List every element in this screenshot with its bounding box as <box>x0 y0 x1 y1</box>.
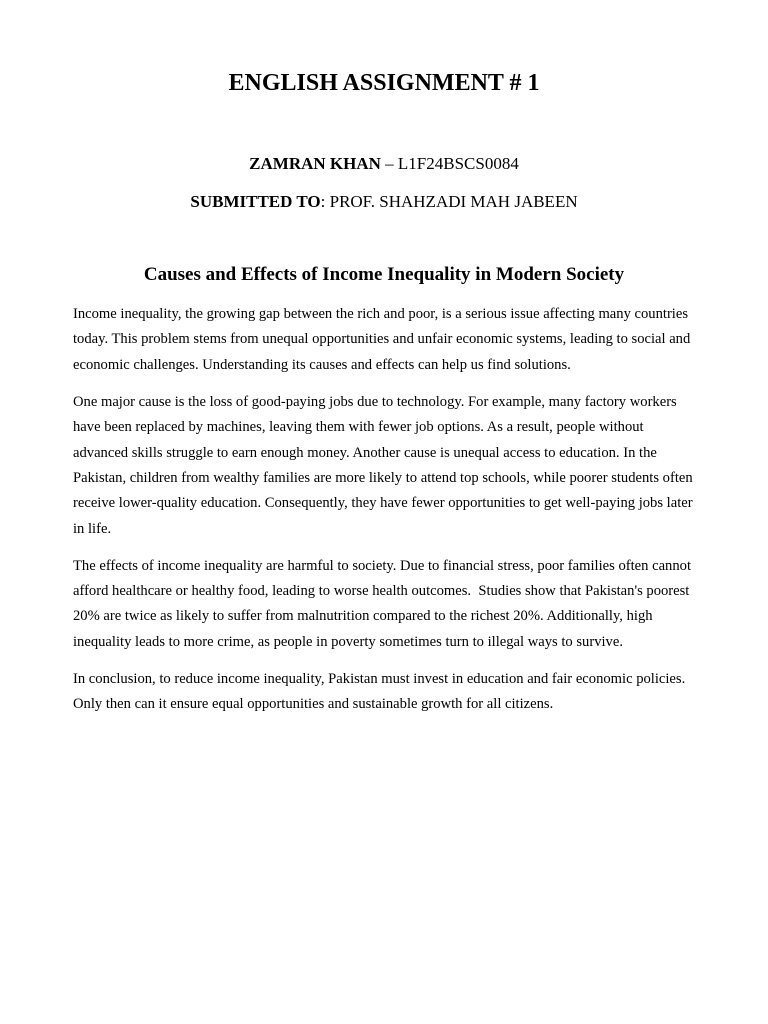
essay-body <box>73 302 697 729</box>
author-name: ZAMRAN KHAN <box>249 154 381 173</box>
submitted-to-line <box>0 190 768 214</box>
assignment-title: ENGLISH ASSIGNMENT # 1 <box>228 70 540 96</box>
paragraph-causes: One major cause is the loss of good-paying jobs due to technology. For example, many factory workers have been replaced by machines, leaving them with fewer job options. As a result, people without advanced skills struggle to earn enough money. Another cause is unequal access to education. In the Pakistan, children from wealthy families are more likely to attend top schools, while poorer students often receive lower-quality education. Consequently, they have fewer opportunities to get well-paying jobs later in life. <box>73 393 697 537</box>
student-id: L1F24BSCS0084 <box>397 154 519 173</box>
paragraph-introduction: Income inequality, the growing gap between the rich and poor, is a serious issue affecting many countries today. This problem stems from unequal opportunities and unfair economic systems, leading to social and economic challenges. Understanding its causes and effects can help us find solutions. <box>73 306 694 373</box>
recipient-name: PROF. SHAHZADI MAH JABEEN <box>329 192 578 211</box>
paragraph-effects: The effects of income inequality are harmful to society. Due to financial stress, poor families often cannot afford healthcare or healthy food, leading to worse health outcomes. Studies show that Pakistan's poorest 20% are twice as likely to suffer from malnutrition compared to the richest 20%. Additionally, high inequality leads to more crime, as people in poverty sometimes turn to illegal ways to survive. <box>73 557 695 650</box>
submitted-to-label: SUBMITTED TO <box>190 192 321 211</box>
essay-title: Causes and Effects of Income Inequality in Modern Society <box>143 264 625 285</box>
author-separator: – <box>380 154 398 173</box>
paragraph-conclusion: In conclusion, to reduce income inequality, Pakistan must invest in education and fair economic policies. Only then can it ensure equal opportunities and sustainable growth for all citizens. <box>73 670 689 713</box>
submitted-separator: : <box>320 192 330 211</box>
author-line <box>0 152 768 176</box>
